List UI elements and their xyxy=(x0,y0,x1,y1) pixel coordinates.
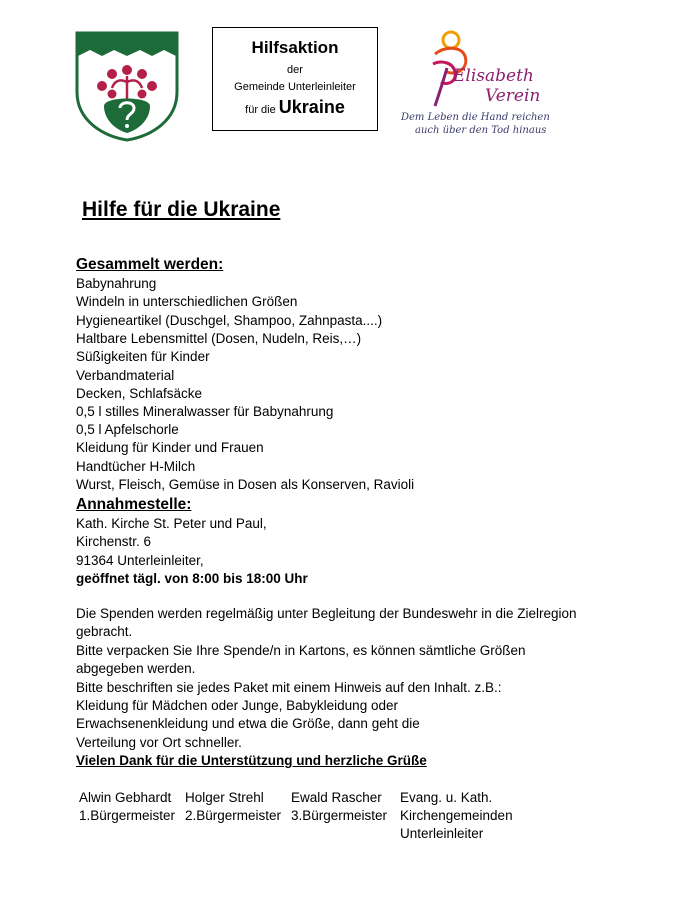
signature-name: Evang. u. Kath. xyxy=(400,790,493,805)
note-line: Erwachsenenkleidung und etwa die Größe, dann geht die xyxy=(76,716,420,731)
signature-role: 2.Bürgermeister xyxy=(185,808,282,823)
signature-block-4 xyxy=(400,789,513,843)
signature-name: Ewald Rascher xyxy=(291,790,382,805)
header-box-title: Hilfsaktion xyxy=(251,38,339,57)
logo-name-elisabeth: Elisabeth xyxy=(453,66,534,86)
list-item: Verbandmaterial xyxy=(76,368,175,383)
list-item: 0,5 l Apfelschorle xyxy=(76,422,179,437)
signature-name: Alwin Gebhardt xyxy=(79,790,172,805)
logo-tagline-2: auch über den Tod hinaus xyxy=(415,125,547,136)
header-box-ukraine: Ukraine xyxy=(278,97,345,117)
list-item: Babynahrung xyxy=(76,276,157,291)
list-item: Windeln in unterschiedlichen Größen xyxy=(76,294,298,309)
note-line: abgegeben werden. xyxy=(76,661,196,676)
list-item: Handtücher H-Milch xyxy=(76,459,196,474)
note-line: gebracht. xyxy=(76,624,133,639)
note-line: Die Spenden werden regelmäßig unter Begleitung der Bundeswehr in die Zielregion xyxy=(76,606,577,621)
header-box-der: der xyxy=(287,64,303,76)
elisabeth-verein-logo xyxy=(395,24,565,144)
dropoff-heading: Annahmestelle: xyxy=(76,496,192,513)
signature-role: Kirchengemeinden xyxy=(400,808,513,823)
signature-block-2 xyxy=(185,789,281,825)
signature-block-1 xyxy=(79,789,175,825)
coat-of-arms-logo xyxy=(74,30,180,142)
address-line: Kath. Kirche St. Peter und Paul, xyxy=(76,516,267,531)
opening-hours: geöffnet tägl. von 8:00 bis 18:00 Uhr xyxy=(76,571,308,586)
note-line: Bitte verpacken Sie Ihre Spende/n in Kartons, es können sämtliche Größen xyxy=(76,643,526,658)
list-item: Decken, Schlafsäcke xyxy=(76,386,203,401)
list-item: Hygieneartikel (Duschgel, Shampoo, Zahnpasta....) xyxy=(76,313,383,328)
signature-name: Holger Strehl xyxy=(185,790,264,805)
signature-block-3 xyxy=(291,789,387,825)
logo-name-verein: Verein xyxy=(485,86,541,106)
logo-tagline-1: Dem Leben die Hand reichen xyxy=(401,112,550,123)
note-line: Verteilung vor Ort schneller. xyxy=(76,735,242,750)
header-box-for: für die Ukraine xyxy=(245,97,345,117)
list-item: 0,5 l stilles Mineralwasser für Babynahrung xyxy=(76,404,334,419)
thanks-line: Vielen Dank für die Unterstützung und herzliche Grüße xyxy=(76,753,427,768)
header-box-municipality: Gemeinde Unterleinleiter xyxy=(234,81,356,93)
note-line: Kleidung für Mädchen oder Junge, Babykleidung oder xyxy=(76,698,398,713)
note-line: Bitte beschriften sie jedes Paket mit einem Hinweis auf den Inhalt. z.B.: xyxy=(76,680,502,695)
campaign-header-box xyxy=(212,27,378,131)
signature-role: 3.Bürgermeister xyxy=(291,808,388,823)
address-line: 91364 Unterleinleiter, xyxy=(76,553,204,568)
list-item: Wurst, Fleisch, Gemüse in Dosen als Konserven, Ravioli xyxy=(76,477,415,492)
address-line: Kirchenstr. 6 xyxy=(76,534,152,549)
page-title: Hilfe für die Ukraine xyxy=(82,198,281,221)
list-item: Kleidung für Kinder und Frauen xyxy=(76,440,264,455)
collected-heading: Gesammelt werden: xyxy=(76,256,224,273)
signature-role: 1.Bürgermeister xyxy=(79,808,176,823)
signature-extra: Unterleinleiter xyxy=(400,826,484,841)
list-item: Süßigkeiten für Kinder xyxy=(76,349,210,364)
list-item: Haltbare Lebensmittel (Dosen, Nudeln, Reis,…) xyxy=(76,331,362,346)
